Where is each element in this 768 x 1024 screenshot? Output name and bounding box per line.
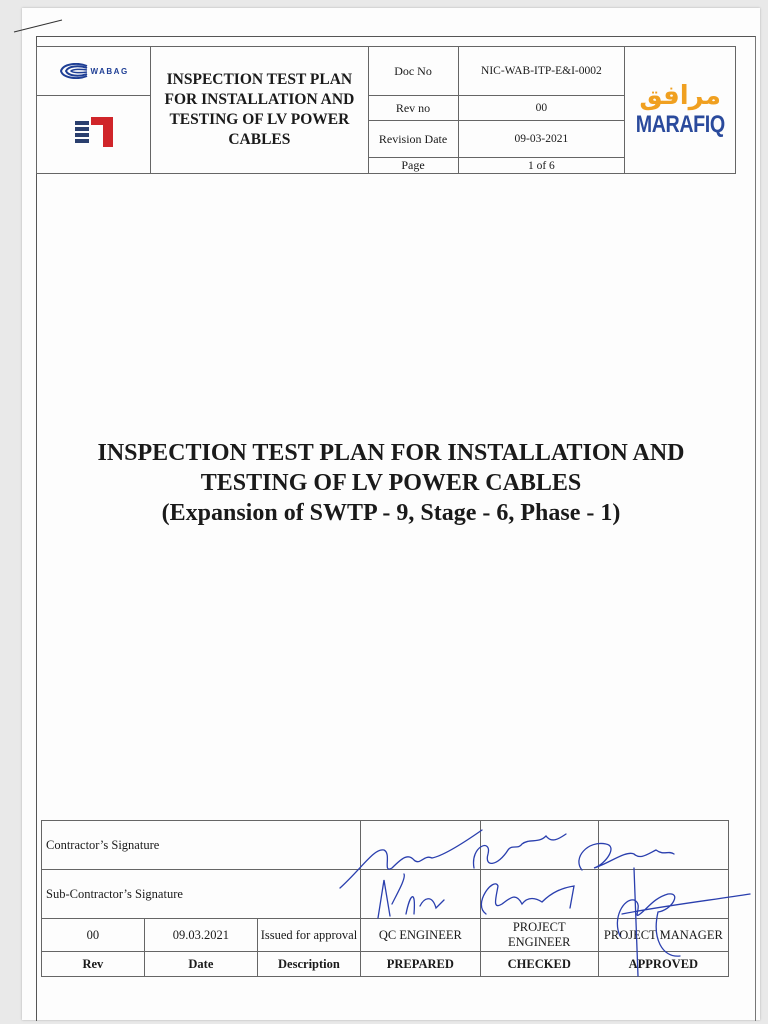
document-page [22, 8, 760, 1020]
signature-table [41, 820, 729, 977]
description-value: Issued for approval [258, 919, 361, 952]
marafiq-logo [625, 81, 735, 139]
doc-no-label: Doc No [368, 47, 458, 96]
wabag-logo [37, 48, 150, 94]
rev-no-value: 00 [458, 96, 625, 121]
project-manager-role: PROJECT MANAGER [598, 919, 728, 952]
project-engineer-role: PROJECT ENGINEER [480, 919, 598, 952]
contractor-signature-pm [598, 821, 728, 870]
col-description-header: Description [258, 952, 361, 977]
wabag-logo-text: WABAG [90, 66, 129, 76]
subcontractor-signature-label: Sub-Contractor’s Signature [42, 870, 361, 919]
contractor-signature-pe [480, 821, 598, 870]
contractor-signature-label: Contractor’s Signature [42, 821, 361, 870]
wabag-swirl-icon [59, 63, 89, 79]
wabag-logo-cell [37, 47, 151, 96]
subcontractor-signature-pm [598, 870, 728, 919]
marafiq-latin-text: MARAFIQ [635, 111, 725, 138]
subcontractor-signature-pe [480, 870, 598, 919]
page-corner-mark [12, 16, 72, 36]
col-date-header: Date [144, 952, 257, 977]
document-title: INSPECTION TEST PLAN FOR INSTALLATION AND TESTING OF LV POWER CABLES [151, 47, 368, 174]
main-title-line-2: TESTING OF LV POWER CABLES [200, 470, 582, 496]
rev-value: 00 [42, 919, 145, 952]
col-checked-header: CHECKED [480, 952, 598, 977]
page-value: 1 of 6 [458, 158, 625, 174]
col-approved-header: APPROVED [598, 952, 728, 977]
doc-no-value: NIC-WAB-ITP-E&I-0002 [458, 47, 625, 96]
rev-no-label: Rev no [368, 96, 458, 121]
company-logo-icon [73, 115, 115, 149]
marafiq-logo-cell [625, 47, 736, 174]
col-rev-header: Rev [42, 952, 145, 977]
contractor-signature-qc [360, 821, 480, 870]
main-title-line-3: (Expansion of SWTP - 9, Stage - 6, Phase - 1) [161, 500, 621, 526]
company-logo-cell [37, 96, 151, 174]
page-label: Page [368, 158, 458, 174]
revision-date-value: 09-03-2021 [458, 121, 625, 158]
qc-engineer-role: QC ENGINEER [360, 919, 480, 952]
document-header-table [36, 46, 736, 174]
date-value: 09.03.2021 [144, 919, 257, 952]
col-prepared-header: PREPARED [360, 952, 480, 977]
marafiq-arabic-text: مرافق [639, 81, 721, 111]
revision-date-label: Revision Date [368, 121, 458, 158]
subcontractor-signature-qc [360, 870, 480, 919]
main-title-line-1: INSPECTION TEST PLAN FOR INSTALLATION AND [97, 440, 685, 466]
main-title [22, 438, 760, 528]
